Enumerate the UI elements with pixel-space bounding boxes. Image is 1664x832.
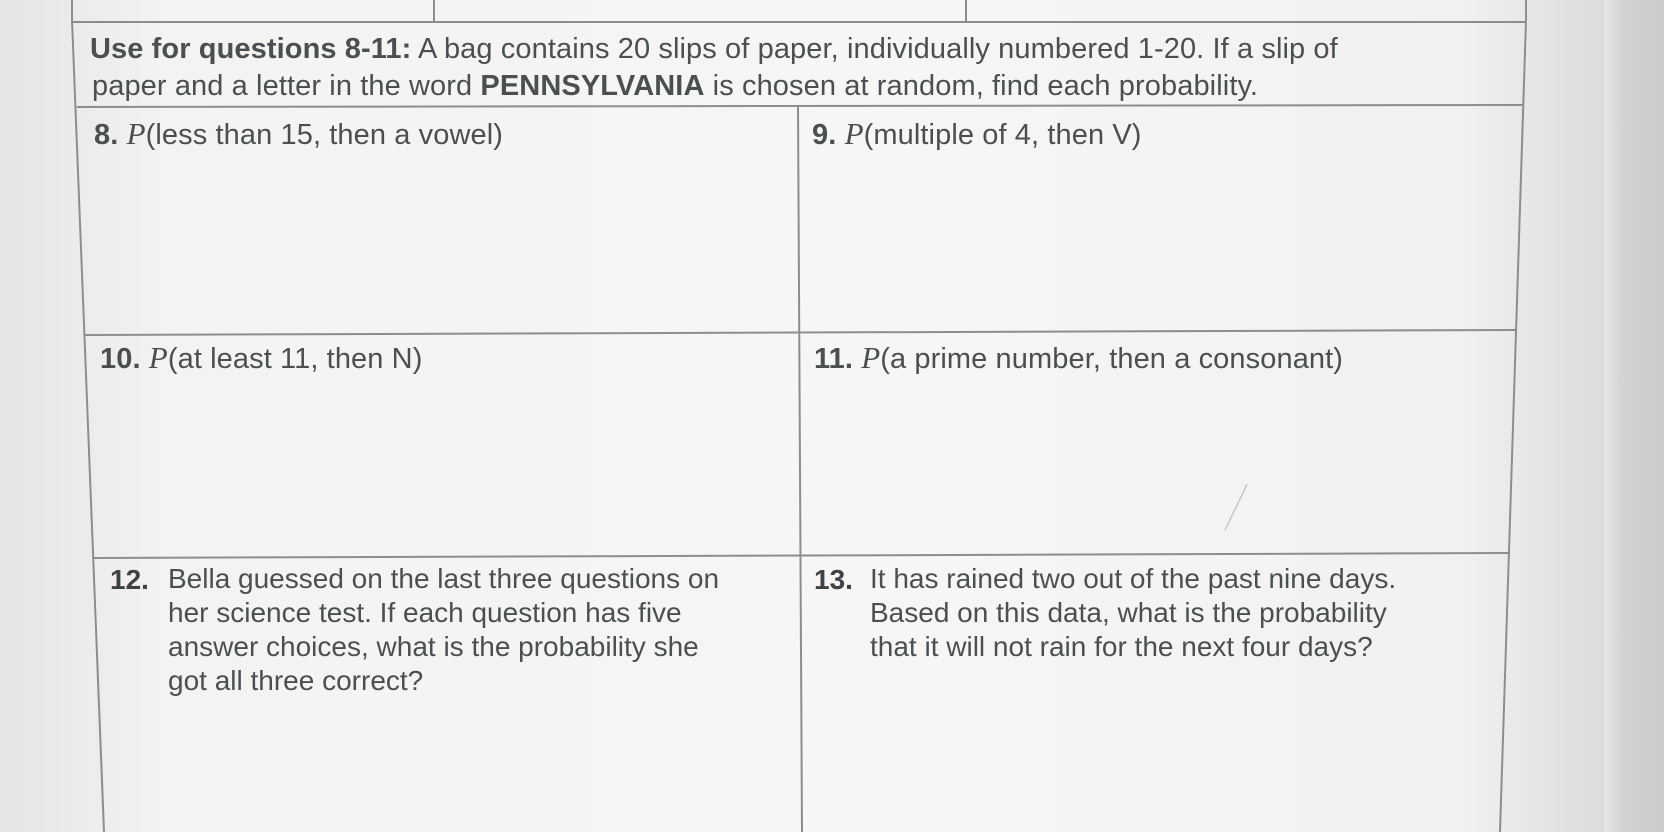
question-12-line: Bella guessed on the last three questions on: [168, 563, 720, 594]
question-11-number: 11.: [814, 343, 854, 375]
intro-line2-end: is chosen at random, find each probability.: [704, 70, 1259, 102]
question-12-line: got all three correct?: [168, 665, 424, 696]
question-12-line: answer choices, what is the probability she: [168, 631, 699, 662]
intro-lead: Use for questions 8-11:: [90, 33, 412, 65]
question-13-line: Based on this data, what is the probability: [870, 597, 1387, 628]
intro-line-2: [92, 70, 1258, 103]
question-10-p: P: [148, 340, 168, 375]
question-9: [812, 116, 1142, 152]
intro-line2-start: paper and a letter in the word: [92, 70, 481, 102]
question-11: [814, 340, 1343, 376]
question-8-p: P: [126, 116, 146, 151]
question-11-text: (a prime number, then a consonant): [880, 343, 1344, 375]
question-13-line: that it will not rain for the next four days?: [870, 631, 1373, 662]
question-9-p: P: [844, 116, 864, 151]
question-9-number: 9.: [812, 119, 837, 151]
question-8-text: (less than 15, then a vowel): [145, 119, 504, 151]
question-12-number: 12.: [110, 564, 149, 595]
intro-line-1: [90, 33, 1338, 66]
question-13-text: [870, 562, 1396, 664]
question-9-text: (multiple of 4, then V): [863, 119, 1142, 151]
question-10: [100, 340, 422, 376]
intro-word: PENNSYLVANIA: [480, 70, 705, 102]
question-10-text: (at least 11, then N): [167, 343, 423, 375]
question-8: [94, 116, 503, 152]
question-13-line: It has rained two out of the past nine days.: [870, 563, 1397, 594]
intro-line1-text: A bag contains 20 slips of paper, individually numbered 1-20. If a slip of: [411, 33, 1338, 65]
question-10-number: 10.: [100, 343, 141, 375]
question-12-line: her science test. If each question has five: [168, 597, 682, 628]
question-11-p: P: [861, 340, 881, 375]
question-8-number: 8.: [94, 119, 119, 151]
question-12-text: [168, 562, 719, 698]
question-13-number: 13.: [814, 564, 853, 595]
